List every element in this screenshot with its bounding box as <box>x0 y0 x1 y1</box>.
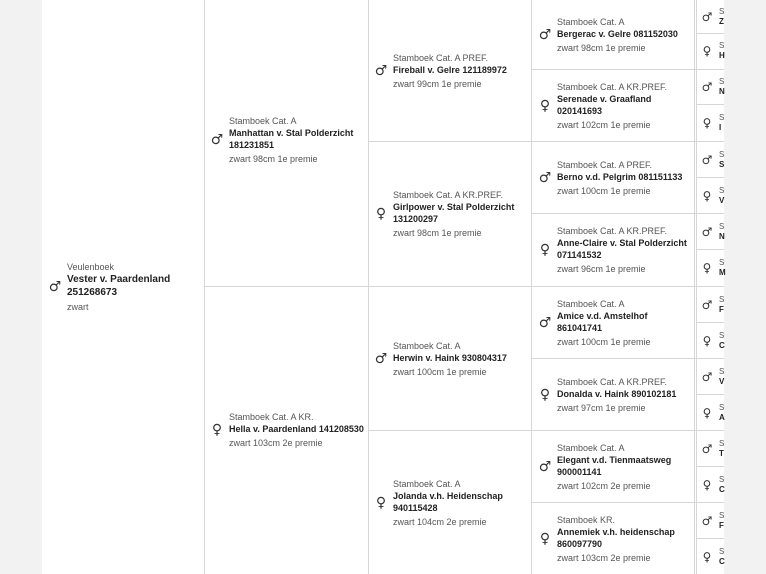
male-icon: ♂ <box>538 458 552 475</box>
column-divider <box>204 0 205 574</box>
horse-name: I <box>719 123 722 132</box>
male-icon: ♂ <box>701 224 713 239</box>
studbook-category: S <box>719 149 725 159</box>
horse-details: zwart 98cm 1e premie <box>557 42 646 53</box>
male-icon: ♂ <box>701 80 713 94</box>
pedigree-chart <box>42 0 724 574</box>
female-icon: ♀ <box>702 477 712 492</box>
studbook-category: S <box>719 294 725 304</box>
column-divider <box>696 0 697 574</box>
male-icon: ♂ <box>701 441 713 456</box>
horse-details: zwart 103cm 2e premie <box>229 438 323 448</box>
horse-name: H <box>719 51 725 60</box>
ancestor-entry[interactable] <box>698 323 724 358</box>
row-divider <box>368 430 724 431</box>
horse-name: A <box>719 412 725 422</box>
column-divider <box>368 0 369 574</box>
great-grandparent-entry[interactable] <box>536 214 692 286</box>
studbook-category: S <box>719 366 725 376</box>
row-divider <box>696 104 724 105</box>
column-divider <box>531 0 532 574</box>
horse-details: zwart 97cm 1e premie <box>557 402 646 413</box>
ancestor-entry[interactable] <box>698 395 724 430</box>
studbook-category: S <box>719 258 725 267</box>
horse-details: zwart 103cm 2e premie <box>557 552 651 563</box>
row-divider <box>696 394 724 395</box>
studbook-category: S <box>719 402 725 412</box>
horse-name: Vester v. Paardenland 251268673 <box>67 274 171 298</box>
studbook-category: Stamboek Cat. A KR.PREF. <box>393 190 504 200</box>
horse-name: C <box>719 484 725 494</box>
row-divider <box>696 322 724 323</box>
horse-name: Annemiek v.h. heidenschap 860097790 <box>557 526 675 549</box>
studbook-category: Stamboek Cat. A <box>557 442 625 453</box>
male-icon: ♂ <box>538 169 552 186</box>
male-icon: ♂ <box>701 513 713 528</box>
horse-name: Z <box>719 16 724 26</box>
horse-name: Bergerac v. Gelre 081152030 <box>557 28 678 39</box>
studbook-category: Stamboek Cat. A <box>393 478 461 489</box>
row-divider <box>531 502 724 503</box>
horse-name: F <box>719 304 724 314</box>
male-icon: ♂ <box>701 369 713 384</box>
great-grandparent-entry[interactable] <box>536 431 692 502</box>
ancestor-entry[interactable] <box>698 178 724 213</box>
studbook-category: Stamboek Cat. A KR.PREF. <box>557 81 668 92</box>
studbook-category: S <box>719 185 725 195</box>
ancestor-entry[interactable] <box>698 214 724 249</box>
row-divider <box>368 141 724 142</box>
row-divider <box>696 466 724 467</box>
male-icon: ♂ <box>48 279 62 295</box>
studbook-category: S <box>719 510 725 520</box>
horse-details: zwart 100cm 1e premie <box>393 366 487 377</box>
studbook-category: S <box>719 546 725 556</box>
studbook-category: S <box>719 113 725 122</box>
studbook-category: Stamboek Cat. A <box>557 298 625 309</box>
ancestor-entry[interactable] <box>698 105 724 141</box>
horse-details: zwart <box>67 302 89 312</box>
column-divider <box>694 0 695 574</box>
horse-details: zwart 98cm 1e premie <box>393 228 482 238</box>
horse-details: zwart 100cm 1e premie <box>557 336 651 347</box>
female-icon: ♀ <box>539 530 551 547</box>
ancestor-entry[interactable] <box>698 431 724 466</box>
horse-name: Serenade v. Graafland 020141693 <box>557 93 652 116</box>
horse-name: C <box>719 556 725 566</box>
ancestor-entry[interactable] <box>698 467 724 502</box>
female-icon: ♀ <box>539 97 551 114</box>
ancestor-entry[interactable] <box>698 70 724 104</box>
horse-details: zwart 102cm 2e premie <box>557 480 651 491</box>
female-icon: ♀ <box>702 405 712 420</box>
horse-name: V <box>719 376 725 386</box>
great-grandparent-entry[interactable] <box>536 70 692 141</box>
male-icon: ♂ <box>701 297 713 312</box>
male-icon: ♂ <box>374 62 388 79</box>
female-icon: ♀ <box>211 422 223 438</box>
studbook-category: Veulenboek <box>67 262 115 272</box>
studbook-category: S <box>719 438 725 448</box>
male-icon: ♂ <box>701 152 713 167</box>
horse-name: Manhattan v. Stal Polderzicht 181231851 <box>229 128 354 150</box>
female-icon: ♀ <box>539 386 551 403</box>
male-icon: ♂ <box>210 132 224 148</box>
female-icon: ♀ <box>702 44 712 58</box>
horse-name: Amice v.d. Amstelhof 861041741 <box>557 310 648 333</box>
female-icon: ♀ <box>375 494 387 511</box>
horse-name: V <box>719 195 725 205</box>
horse-name: Fireball v. Gelre 121189972 <box>393 64 507 75</box>
studbook-category: Stamboek Cat. A <box>229 116 297 126</box>
female-icon: ♀ <box>702 188 712 203</box>
grandparent-entry[interactable] <box>372 142 530 286</box>
horse-details: zwart 96cm 1e premie <box>557 264 646 274</box>
male-icon: ♂ <box>374 350 388 367</box>
horse-details: zwart 104cm 2e premie <box>393 516 487 527</box>
horse-name: M <box>719 268 726 277</box>
studbook-category: S <box>719 77 725 86</box>
horse-name: Jolanda v.h. Heidenschap 940115428 <box>393 490 503 513</box>
row-divider <box>531 69 724 70</box>
studbook-category: Stamboek Cat. A KR.PREF. <box>557 376 668 387</box>
horse-name: T <box>719 448 724 458</box>
great-grandparent-entry[interactable] <box>536 503 692 574</box>
ancestor-entry[interactable] <box>698 0 724 33</box>
studbook-category: S <box>719 221 725 231</box>
horse-name: Berno v.d. Pelgrim 081151133 <box>557 171 683 182</box>
studbook-category: Stamboek Cat. A KR.PREF. <box>557 226 668 236</box>
ancestor-entry[interactable] <box>698 503 724 538</box>
row-divider <box>531 213 724 214</box>
foal-entry[interactable] <box>46 222 204 352</box>
sire-entry[interactable] <box>208 70 366 210</box>
great-grandparent-entry[interactable] <box>536 0 692 69</box>
studbook-category: Stamboek KR. <box>557 514 616 525</box>
studbook-category: Stamboek Cat. A <box>393 340 461 351</box>
female-icon: ♀ <box>375 206 387 222</box>
grandparent-entry[interactable] <box>372 431 530 574</box>
grandparent-entry[interactable] <box>372 287 530 430</box>
studbook-category: Stamboek Cat. A <box>557 16 625 27</box>
female-icon: ♀ <box>702 333 712 348</box>
female-icon: ♀ <box>702 549 712 564</box>
male-icon: ♂ <box>538 26 552 43</box>
horse-name: N <box>719 87 725 96</box>
horse-name: Herwin v. Haink 930804317 <box>393 352 507 363</box>
female-icon: ♀ <box>702 116 712 130</box>
horse-details: zwart 98cm 1e premie <box>229 154 318 164</box>
female-icon: ♀ <box>702 261 712 275</box>
studbook-category: S <box>719 330 725 340</box>
horse-name: S <box>719 159 725 169</box>
horse-name: F <box>719 520 724 530</box>
horse-name: C <box>719 340 725 350</box>
studbook-category: Stamboek Cat. A PREF. <box>393 52 489 63</box>
horse-name: Girlpower v. Stal Polderzicht 131200297 <box>393 202 515 224</box>
great-grandparent-entry[interactable] <box>536 142 692 213</box>
ancestor-entry[interactable] <box>698 539 724 574</box>
horse-name: N <box>719 231 725 241</box>
dam-entry[interactable] <box>208 360 366 500</box>
studbook-category: S <box>719 6 725 16</box>
horse-details: zwart 99cm 1e premie <box>393 78 482 89</box>
ancestor-entry[interactable] <box>698 287 724 322</box>
ancestor-entry[interactable] <box>698 142 724 177</box>
male-icon: ♂ <box>701 9 713 24</box>
row-divider <box>696 249 724 250</box>
row-divider <box>696 177 724 178</box>
studbook-category: S <box>719 474 725 484</box>
great-grandparent-entry[interactable] <box>536 359 692 430</box>
row-divider <box>696 538 724 539</box>
row-divider <box>531 358 724 359</box>
male-icon: ♂ <box>538 314 552 331</box>
studbook-category: Stamboek Cat. A PREF. <box>557 159 653 170</box>
grandparent-entry[interactable] <box>372 0 530 141</box>
studbook-category: S <box>719 41 725 50</box>
ancestor-entry[interactable] <box>698 359 724 394</box>
horse-details: zwart 100cm 1e premie <box>557 185 651 196</box>
great-grandparent-entry[interactable] <box>536 287 692 358</box>
horse-details: zwart 102cm 1e premie <box>557 119 651 130</box>
row-divider <box>204 286 724 287</box>
ancestor-entry[interactable] <box>698 250 724 286</box>
female-icon: ♀ <box>539 242 551 258</box>
horse-name: Elegant v.d. Tienmaatsweg 900001141 <box>557 454 672 477</box>
horse-name: Donalda v. Haink 890102181 <box>557 388 677 399</box>
horse-name: Anne-Claire v. Stal Polderzicht 071141532 <box>557 238 687 260</box>
horse-name: Hella v. Paardenland 141208530 <box>229 424 364 434</box>
studbook-category: Stamboek Cat. A KR. <box>229 412 314 422</box>
row-divider <box>696 33 724 34</box>
ancestor-entry[interactable] <box>698 34 724 68</box>
